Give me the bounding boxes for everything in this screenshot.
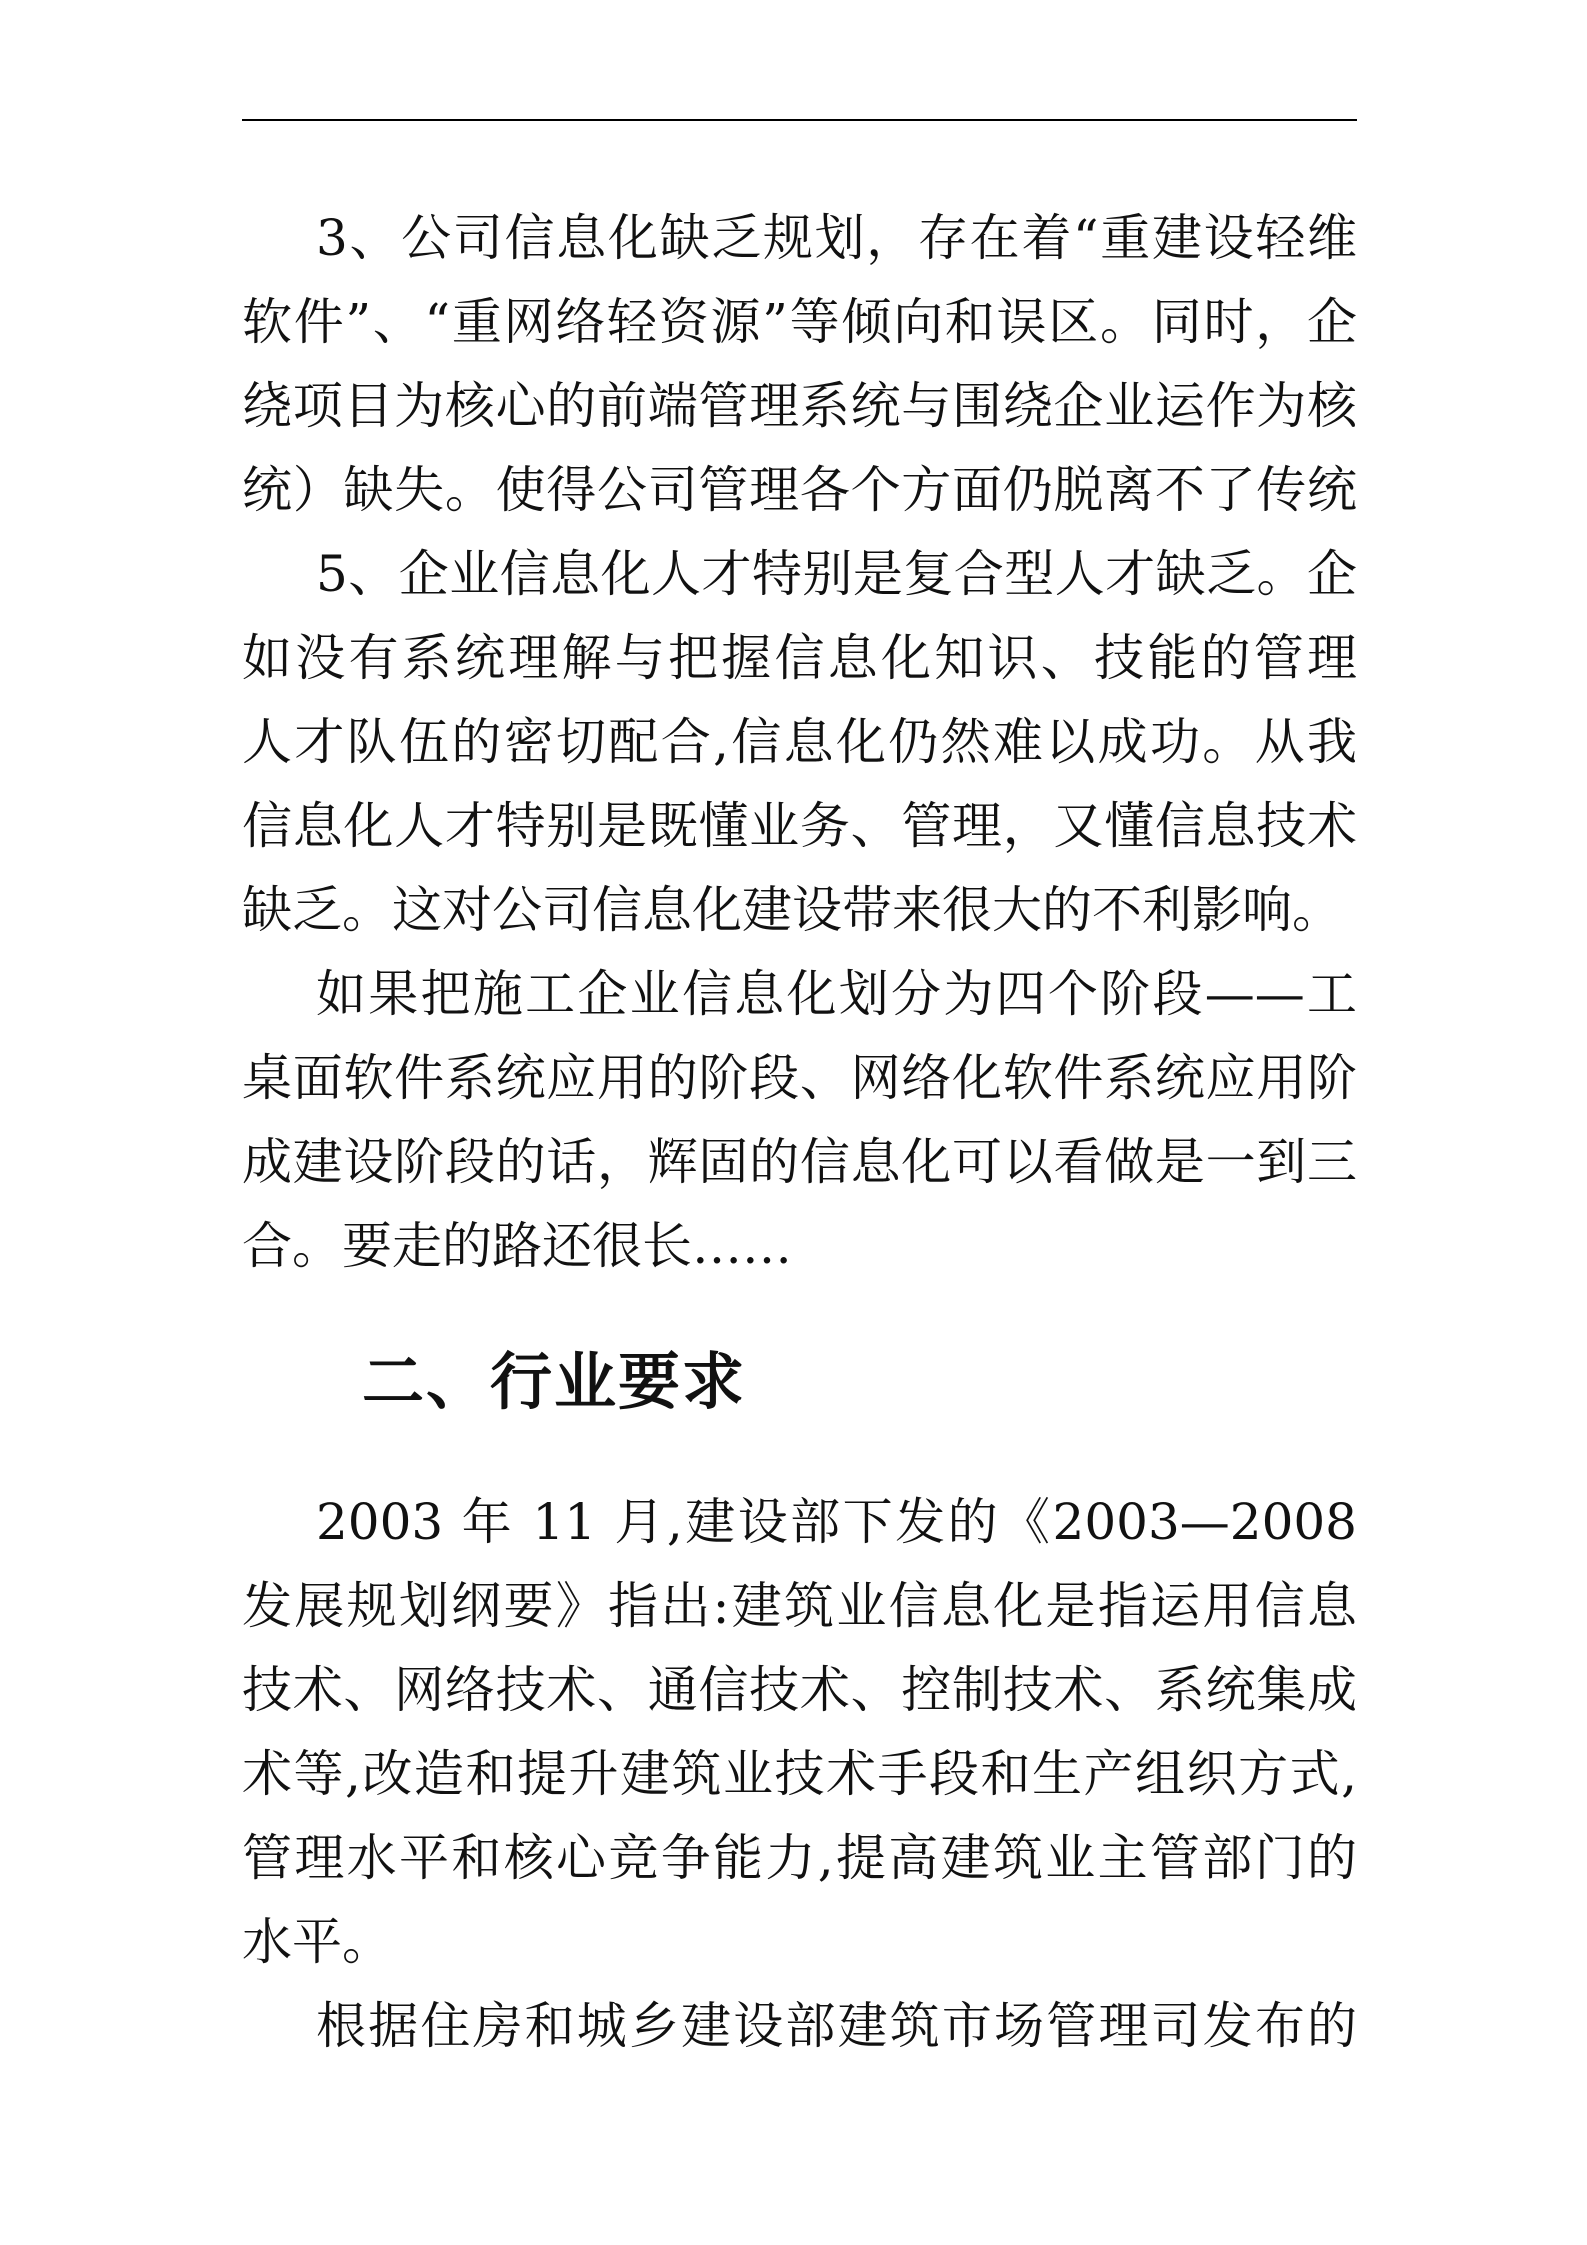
text-line: 信息化人才特别是既懂业务、管理，又懂信息技术 (242, 797, 1357, 855)
text-line: 如没有系统理解与把握信息化知识、技能的管理 (242, 629, 1357, 687)
paragraph (242, 532, 1357, 952)
text-line: 发展规划纲要》指出:建筑业信息化是指运用信息 (242, 1577, 1357, 1635)
paragraph (242, 196, 1357, 532)
text-line: 合。要走的路还很长…… (242, 1217, 792, 1275)
text-line: 术等,改造和提升建筑业技术手段和生产组织方式, (242, 1745, 1357, 1803)
text-line: 水平。 (242, 1913, 392, 1971)
text-line: 2003 年 11 月,建设部下发的《2003—2008 (316, 1493, 1357, 1551)
paragraph (242, 1480, 1357, 1984)
text-line: 缺乏。这对公司信息化建设带来很大的不利影响。 (242, 881, 1342, 939)
section-2-body (242, 1480, 1357, 2068)
section-1-body (242, 196, 1357, 1288)
text-line: 统）缺失。使得公司管理各个方面仍脱离不了传统 (242, 461, 1357, 519)
text-line: 根据住房和城乡建设部建筑市场管理司发布的 (316, 1997, 1357, 2055)
header-rule (242, 119, 1357, 121)
text-line: 技术、网络技术、通信技术、控制技术、系统集成 (242, 1661, 1357, 1719)
paragraph (242, 1984, 1357, 2068)
text-line: 5、企业信息化人才特别是复合型人才缺乏。企 (316, 545, 1357, 603)
text-line: 成建设阶段的话，辉固的信息化可以看做是一到三 (242, 1133, 1357, 1191)
text-line: 管理水平和核心竞争能力,提高建筑业主管部门的 (242, 1829, 1357, 1887)
text-line: 如果把施工企业信息化划分为四个阶段——工 (316, 965, 1357, 1023)
text-line: 软件”、“重网络轻资源”等倾向和误区。同时，企 (242, 293, 1357, 351)
text-line: 绕项目为核心的前端管理系统与围绕企业运作为核 (242, 377, 1357, 435)
text-line: 人才队伍的密切配合,信息化仍然难以成功。从我 (242, 713, 1357, 771)
paragraph (242, 952, 1357, 1288)
text-line: 3、公司信息化缺乏规划，存在着“重建设轻维 (316, 209, 1357, 267)
text-line: 桌面软件系统应用的阶段、网络化软件系统应用阶 (242, 1049, 1357, 1107)
section-heading: 二、行业要求 (362, 1345, 747, 1418)
